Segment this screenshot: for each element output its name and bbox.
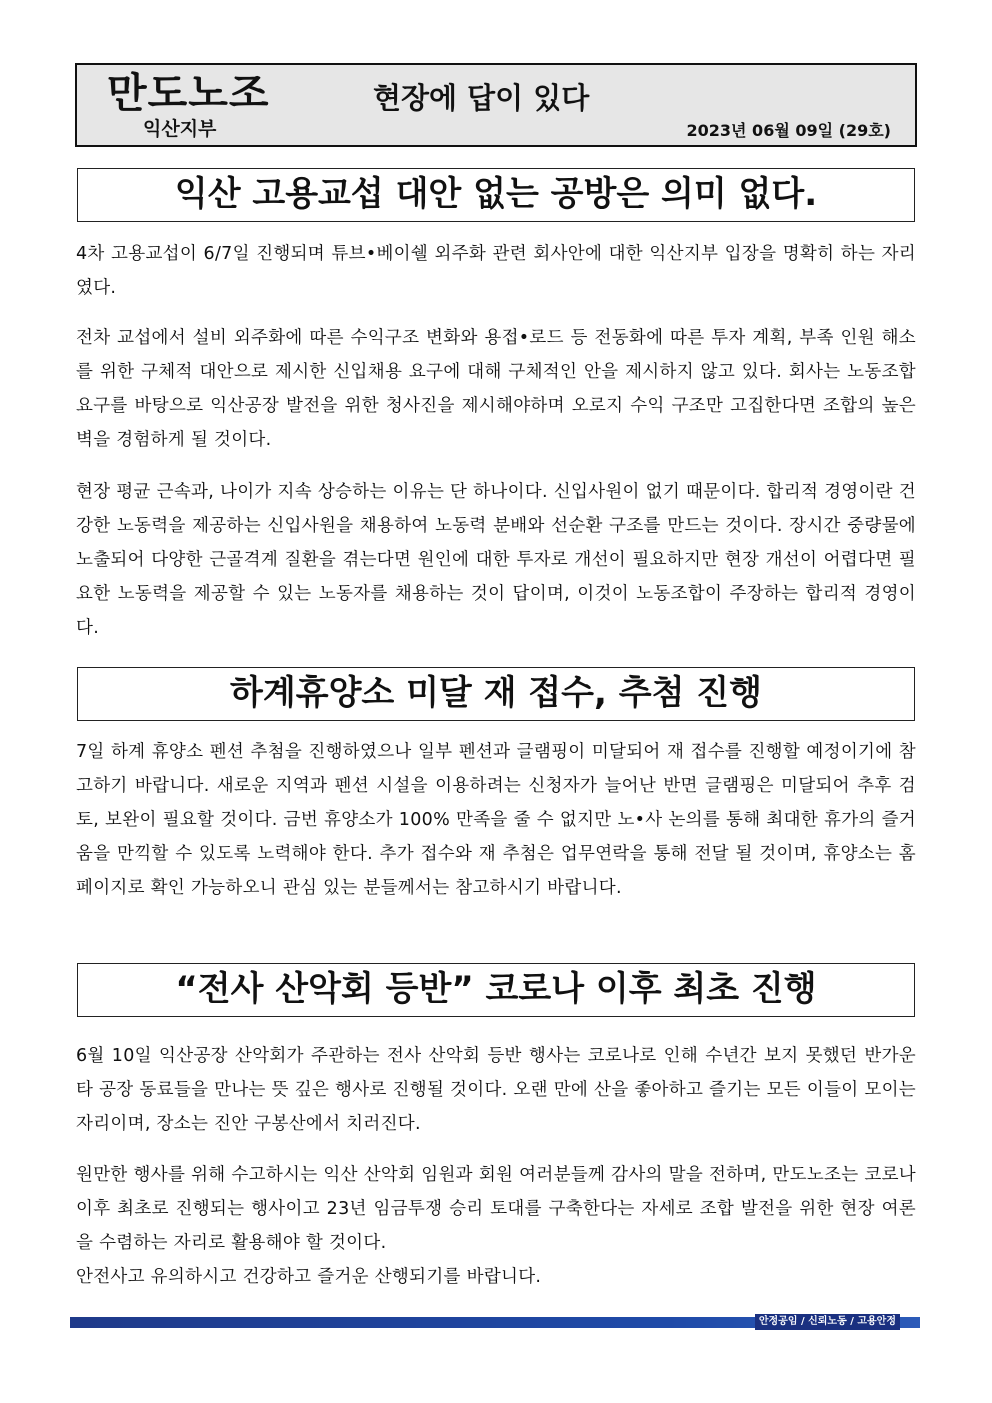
slogan: 현장에 답이 있다 (373, 81, 590, 115)
headline-employment-negotiation: 익산 고용교섭 대안 없는 공방은 의미 없다. (77, 168, 915, 222)
union-name: 만도노조 (107, 69, 270, 117)
paragraph: 원만한 행사를 위해 수고하시는 익산 산악회 임원과 회원 여러분들께 감사의 말을 전하며, 만도노조는 코로나 이후 최초로 진행되는 행사이고 23년 임금투쟁 승리 토대를 구축한다는 자세로 조합 발전을 위한 현장 여론을 수렴하는 자리로 활용해야 할 것이다. (76, 1165, 916, 1253)
paragraph: 안전사고 유의하시고 건강하고 즐거운 산행되기를 바랍니다. (76, 1267, 542, 1287)
paragraph: 7일 하계 휴양소 펜션 추첨을 진행하였으나 일부 펜션과 글램핑이 미달되어 재 접수를 진행할 예정이기에 참고하기 바랍니다. 새로운 지역과 펜션 시설을 이용하려는 신청자가 늘어난 반면 글램핑은 미달되어 추후 검토, 보완이 필요할 것이다. 금번 휴양소가 100% 만족을 줄 수 없지만 노•사 논의를 통해 최대한 휴가의 즐거움을 만끽할 수 있도록 노력해야 한다. 추가 접수와 재 추첨은 업무연락을 통해 전달 될 것이며, 휴양소는 홈페이지로 확인 가능하오니 관심 있는 분들께서는 참고하시기 바랍니다. (76, 742, 916, 898)
footer-motto: 안정공임 / 신뢰노동 / 고용안정 (755, 1314, 900, 1330)
headline-summer-resort: 하계휴양소 미달 재 접수, 추첨 진행 (77, 667, 915, 721)
paragraph: 전차 교섭에서 설비 외주화에 따른 수익구조 변화와 용접•로드 등 전동화에 따른 투자 계획, 부족 인원 해소를 위한 구체적 대안으로 제시한 신입채용 요구에 대해 구체적인 안을 제시하지 않고 있다. 회사는 노동조합 요구를 바탕으로 익산공장 발전을 위한 청사진을 제시해야하며 오로지 수익 구조만 고집한다면 조합의 높은 벽을 경험하게 될 것이다. (76, 328, 916, 450)
paragraph: 6월 10일 익산공장 산악회가 주관하는 전사 산악회 등반 행사는 코로나로 인해 수년간 보지 못했던 반가운 타 공장 동료들을 만나는 뜻 깊은 행사로 진행될 것이다. 오랜 만에 산을 좋아하고 즐기는 모든 이들이 모이는 자리이며, 장소는 진안 구봉산에서 치러진다. (76, 1046, 916, 1134)
headline-hiking-club: “전사 산악회 등반” 코로나 이후 최초 진행 (77, 963, 915, 1017)
masthead (75, 63, 917, 147)
issue-date: 2023년 06월 09일 (29호) (686, 121, 891, 140)
branch-name: 익산지부 (143, 118, 217, 140)
paragraph: 4차 고용교섭이 6/7일 진행되며 튜브•베이쉘 외주화 관련 회사안에 대한 익산지부 입장을 명확히 하는 자리였다. (76, 244, 916, 298)
paragraph: 현장 평균 근속과, 나이가 지속 상승하는 이유는 단 하나이다. 신입사원이 없기 때문이다. 합리적 경영이란 건강한 노동력을 제공하는 신입사원을 채용하여 노동력 분배와 선순환 구조를 만드는 것이다. 장시간 중량물에 노출되어 다양한 근골격계 질환을 겪는다면 원인에 대한 투자로 개선이 필요하지만 현장 개선이 어렵다면 필요한 노동력을 제공할 수 있는 노동자를 채용하는 것이 답이며, 이것이 노동조합이 주장하는 합리적 경영이다. (76, 482, 916, 638)
